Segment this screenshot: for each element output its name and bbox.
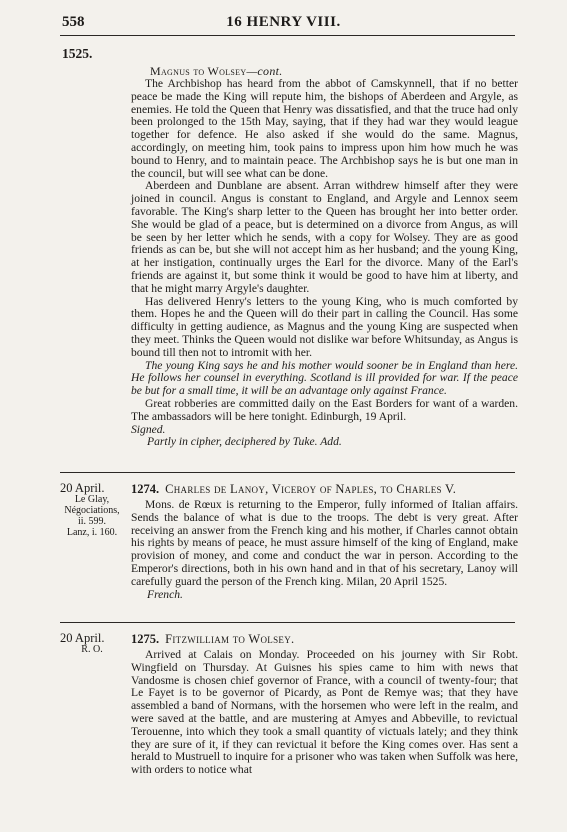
language-note: French.: [147, 587, 183, 601]
page-number: 558: [62, 14, 85, 30]
source-ref: Lanz, i. 160.: [66, 527, 118, 538]
running-title: 16 HENRY VIII.: [226, 14, 341, 30]
source-ref: Négociations,: [64, 505, 120, 516]
paragraph: Mons. de Rœux is returning to the Emperor, fully informed of Italian affairs. Sends the balance of what is due to the troops. The debt is very great. After receiving an answer from the French king and his mother, if Charles cannot obtain his rights by means of peace, he must assure himself of the king of England, make provision of money, and come and conduct the war in person. According to the Emperor's directions, both in his own hand and in that of his secretary, Lanoy will carefully guard the person of the French king. Milan, 20 April 1525.: [131, 498, 518, 588]
continuation-title: Magnus to Wolsey: [150, 64, 247, 78]
source-ref: Le Glay,: [74, 494, 110, 505]
entry-1275-margin: [56, 632, 128, 655]
entry-divider: [60, 622, 515, 623]
italic-paragraph: The young King says he and his mother would sooner be in England than here. He follows her counsel in everything. Scotland is ill provided for war. If the peace be but for a small time, it will be an advantage only against France.: [131, 358, 518, 398]
entry-1275-heading: [131, 632, 294, 647]
continuation-suffix: —cont.: [246, 64, 283, 78]
paragraph: Has delivered Henry's letters to the young King, who is much comforted by them. Hopes he and the Queen will do their part in calling the Council. Has some difficulty in getting audience, as Magnus and the young King are suspected when they meet. Thinks the Queen would not dislike war before Whitsunday, as Angus is bound till then not to intromit with her.: [131, 294, 518, 359]
signed-note: Signed.: [131, 422, 166, 436]
entry-date: 20 April.: [60, 481, 105, 495]
paragraph: The Archbishop has heard from the abbot of Camskynnell, that if no better peace be made the King will repute him, the bishops of Aberdeen and Argyle, as enemies. He told the Queen that Henry was dissatisfied, and that the truce had only been prolonged to the 15th May, saying, that if they had war they would league together for defence. He also asked if she would do the same. Magnus, accordingly, on meeting him, took pains to impress upon him how much he was bound to Henry, and to maintain peace. The Archbishop says he is but one man in the council, but will see what can be done.: [131, 77, 518, 180]
paragraph: Aberdeen and Dunblane are absent. Arran withdrew himself after they were joined in council. Angus is constant to England, and Argyle and Lennox seem favorable. The King's sharp letter to the Queen has brought her into better order. She would be glad of a peace, but is determined on a divorce from Angus, as will be seen by her letter which he sends, with a copy for Wolsey. They are as good friends as can be, but she will not accept him as her husband; and the young King, at her instigation, continually urges the Earl for the divorce. Many of the Earl's friends are against it, but some think it would be good to have him at liberty, and that he might marry Argyle's daughter.: [131, 179, 518, 295]
source-ref: R. O.: [81, 644, 103, 655]
entry-title: Fitzwilliam to Wolsey.: [165, 632, 295, 646]
entry-1274-heading: [131, 482, 456, 497]
entry-1274-margin: [56, 482, 128, 538]
entry-number: 1275.: [131, 632, 160, 646]
year-label: 1525.: [62, 46, 93, 61]
entry-divider: [60, 472, 515, 473]
entry-1274-body: [131, 499, 518, 601]
header-rule: [60, 35, 515, 36]
paragraph: Arrived at Calais on Monday. Proceeded on his journey with Sir Robt. Wingfield on Thursday. At Guisnes his spies came to him with news that Vandosme is chosen chief governor of France, with a council of twenty-four; that Le Fayet is to be governor of Picardy, as Pont de Remye was; that they have assembled a band of Normans, with the horsemen who were left in the realm, and were saved at the battle, and are mustering at Amyes and Abbeville, to revictual Terouenne, into which they took a small quantity of victuals lately; and they think they are sure of it, if they can revictual it before the King comes over. Has sent a herald to Mustruell to inquire for a prisoner who was taken when Suffolk was here, with orders to notice what: [131, 648, 518, 777]
entry-title: Charles de Lanoy, Viceroy of Naples, to Charles V.: [165, 482, 457, 496]
entry-1275-body: [131, 649, 518, 777]
source-ref: ii. 599.: [77, 516, 107, 527]
cipher-note: Partly in cipher, deciphered by Tuke. Add.: [147, 435, 342, 449]
closing-paragraph: Great robberies are committed daily on the East Borders for want of a warden. The ambassadors will be here tonight. Edinburgh, 19 April.: [131, 396, 518, 423]
entry-number: 1274.: [131, 482, 160, 496]
entry-1273-body: [131, 78, 518, 449]
entry-date: 20 April.: [60, 631, 105, 645]
page-header: [0, 14, 567, 34]
